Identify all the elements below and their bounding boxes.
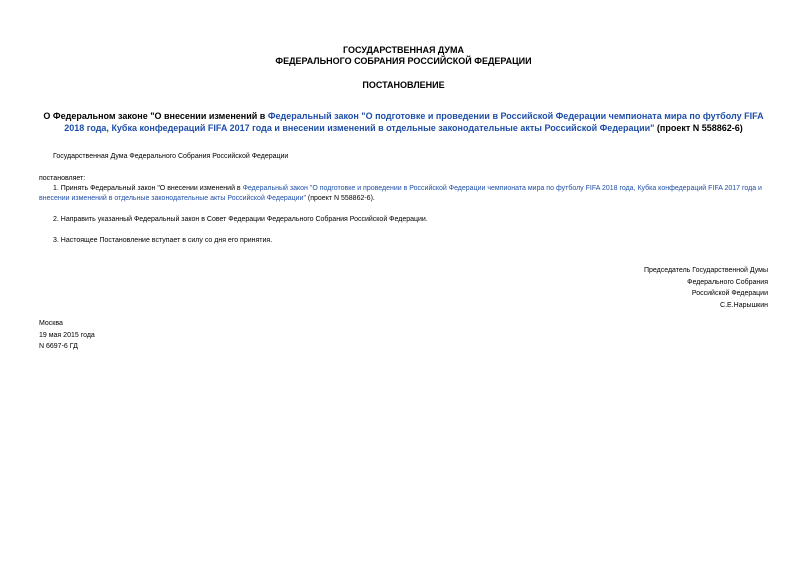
title-prefix: О Федеральном законе "О внесении изменений в <box>43 111 268 121</box>
signature-position-1: Председатель Государственной Думы <box>643 267 768 274</box>
document-header <box>0 45 807 67</box>
signature-block <box>468 265 768 311</box>
footer-date: 19 мая 2015 года <box>39 331 95 339</box>
intro-paragraph: Государственная Дума Федерального Собрания Российской Федерации <box>53 153 289 160</box>
footer-number: N 6697-6 ГД <box>39 343 78 350</box>
document-footer <box>39 318 239 353</box>
title-law-link[interactable]: Федеральный закон "О подготовке и проведении в Российской Федерации чемпионата мира по футболу FIFA 2018 года, Кубка конфедераций FIFA 2017 года и внесении изменений в отдельные законодательные акты Российской Федерации" <box>64 111 764 133</box>
item-3-paragraph: 3. Настоящее Постановление вступает в силу со дня его принятия. <box>53 237 273 244</box>
item-1-prefix: 1. Принять Федеральный закон "О внесении изменений в <box>53 185 243 192</box>
item-1-suffix: (проект N 558862-6). <box>305 195 375 202</box>
item-1-law-link[interactable]: Федеральный закон "О подготовке и проведении в Российской Федерации чемпионата мира по футболу FIFA 2018 года, Кубка конфедераций FIFA 2017 года и внесении изменений в отдельные законодательные акты Российской Федерации" <box>39 185 762 202</box>
decides-paragraph: постановляет: <box>39 175 86 182</box>
signature-name: С.Е.Нарышкин <box>720 301 768 309</box>
header-line-2: ФЕДЕРАЛЬНОГО СОБРАНИЯ РОССИЙСКОЙ ФЕДЕРАЦИИ <box>275 56 532 66</box>
item-2-paragraph: 2. Направить указанный Федеральный закон в Совет Федерации Федерального Собрания Российской Федерации. <box>53 216 428 223</box>
document-title <box>40 110 767 134</box>
item-1-paragraph <box>39 184 774 204</box>
signature-position-3: Российской Федерации <box>691 290 768 297</box>
footer-city: Москва <box>39 320 63 327</box>
header-line-1: ГОСУДАРСТВЕННАЯ ДУМА <box>342 45 465 55</box>
title-suffix: (проект N 558862-6) <box>654 123 743 133</box>
signature-position-2: Федерального Собрания <box>687 278 768 286</box>
document-type: ПОСТАНОВЛЕНИЕ <box>362 80 445 90</box>
